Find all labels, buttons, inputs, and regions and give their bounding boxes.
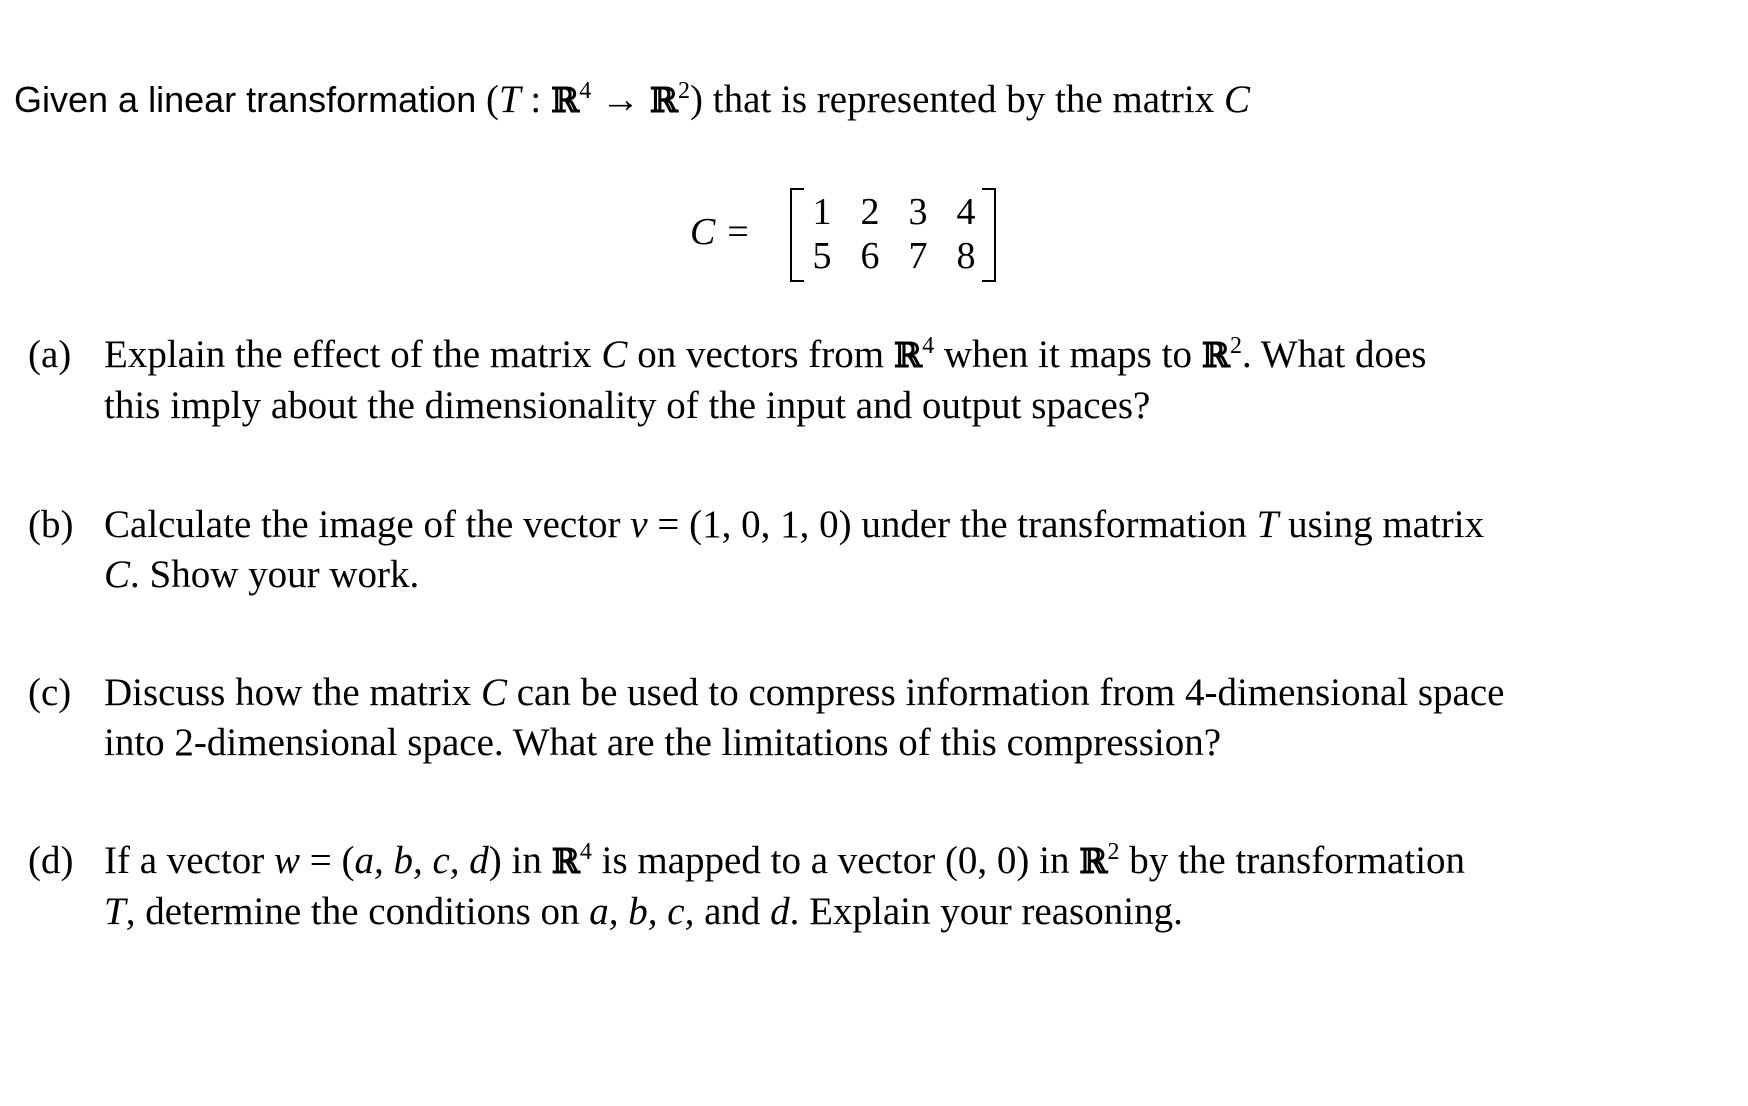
part-a-label: (a): [28, 333, 72, 376]
part-a-exp4: 4: [922, 333, 935, 359]
part-d-var-d: d: [770, 890, 790, 933]
part-a-text-segment: on vectors from: [627, 333, 894, 376]
intro-arrow: →: [591, 78, 650, 121]
matrix-cell: 3: [908, 191, 928, 233]
part-d-R2: ℝ: [1079, 842, 1108, 882]
intro-R4: ℝ: [551, 81, 580, 121]
part-a-R2: ℝ: [1201, 336, 1230, 376]
part-a-text-segment: Explain the effect of the matrix: [104, 333, 602, 376]
intro-close-paren: ): [690, 78, 704, 121]
part-b-var-T: T: [1256, 503, 1279, 546]
part-d-text-segment: ) in: [488, 839, 552, 882]
intro-T: T: [498, 78, 521, 121]
matrix-cell: 7: [908, 235, 928, 277]
part-d-text-segment: . Explain your reasoning.: [789, 890, 1183, 933]
intro-R2: ℝ: [649, 81, 679, 121]
part-b-var-C: C: [104, 553, 131, 596]
part-d-text-segment: and: [694, 890, 771, 933]
part-a-line-2: this imply about the dimensionality of the input and output spaces?: [104, 384, 1151, 427]
part-a-text-segment: when it maps to: [934, 333, 1202, 376]
part-b-var-v: v: [630, 503, 648, 546]
part-b-line-1: [104, 500, 1724, 550]
part-a-text: [104, 330, 1724, 431]
part-d-var-w: w: [273, 839, 300, 882]
part-d-label: (d): [28, 839, 74, 882]
matrix-C: [800, 188, 990, 282]
intro-exp2: 2: [678, 78, 691, 104]
matrix-cell: 5: [812, 235, 832, 277]
part-a-R4: ℝ: [893, 336, 923, 376]
part-c-var-C: C: [480, 671, 507, 714]
part-b-text-segment: using matrix: [1278, 503, 1485, 546]
part-c-text: [104, 668, 1724, 768]
part-d-line-2: [104, 887, 1724, 937]
part-d-text-segment: by the transformation: [1119, 839, 1466, 882]
part-c-label: (c): [28, 671, 72, 714]
intro-C: C: [1223, 78, 1250, 121]
part-c-line-2: into 2-dimensional space. What are the limitations of this compression?: [104, 721, 1222, 764]
matrix-cell: 6: [860, 235, 880, 277]
matrix-cell: 4: [956, 191, 976, 233]
part-d-var-T: T: [104, 890, 126, 933]
part-b-label: (b): [28, 503, 74, 546]
part-d-vars: a, b, c, d: [354, 839, 489, 882]
intro-colon: :: [520, 78, 552, 121]
intro-open-paren: (: [485, 78, 499, 121]
part-b-text-segment: = (1, 0, 1, 0) under the transformation: [647, 503, 1257, 546]
part-d-exp4: 4: [579, 839, 592, 865]
matrix-cell: 2: [860, 191, 880, 233]
right-bracket: [982, 188, 996, 282]
part-b-text-segment: Calculate the image of the vector: [104, 503, 631, 546]
part-d-text-segment: , determine the conditions on: [125, 890, 590, 933]
part-b-line-2: [104, 550, 1724, 600]
matrix-cell: 8: [956, 235, 976, 277]
part-a-var-C: C: [601, 333, 628, 376]
part-c-text-segment: Discuss how the matrix: [104, 671, 481, 714]
part-a-text-segment: . What does: [1241, 333, 1427, 376]
matrix-cell: 1: [812, 191, 832, 233]
part-d-R4: ℝ: [551, 842, 580, 882]
part-c-line-1: [104, 668, 1724, 718]
part-b-text: [104, 500, 1724, 600]
problem-intro: [14, 76, 1250, 125]
part-a-exp2: 2: [1229, 333, 1242, 359]
intro-lead: Given a linear transformation: [14, 79, 477, 120]
part-d-vars-abc: a, b, c,: [589, 890, 695, 933]
equation-lhs: C =: [690, 211, 751, 253]
part-b-text-segment: . Show your work.: [130, 553, 420, 596]
intro-exp4: 4: [579, 78, 592, 104]
part-c-text-segment: can be used to compress information from 4-dimensional space: [506, 671, 1505, 714]
part-d-text-segment: = (: [300, 839, 355, 882]
part-d-text-segment: is mapped to a vector (0, 0) in: [591, 839, 1080, 882]
part-a-line-1: [104, 330, 1724, 381]
part-d-text: [104, 836, 1724, 937]
intro-after: that is represented by the matrix: [703, 78, 1224, 121]
part-d-text-segment: If a vector: [104, 839, 274, 882]
part-d-line-1: [104, 836, 1724, 887]
part-d-exp2: 2: [1107, 839, 1120, 865]
